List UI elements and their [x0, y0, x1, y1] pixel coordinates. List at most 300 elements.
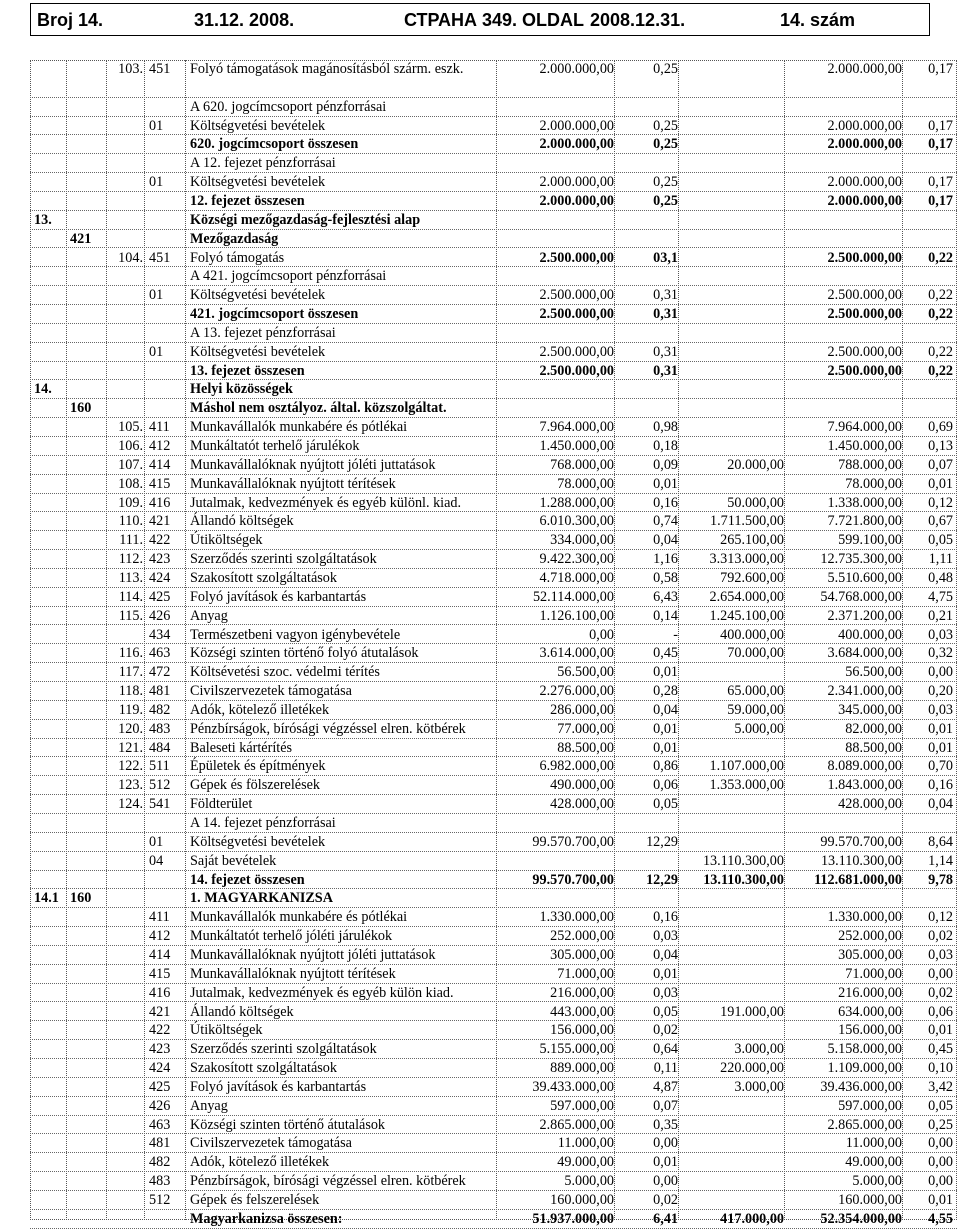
row-description: A 620. jogcímcsoport pénzforrásai: [190, 98, 387, 115]
table-row: [30, 286, 957, 305]
row-description: Munkavállalóknak nyújtott jóléti juttatások: [190, 946, 436, 963]
row-percent-total: 0,06: [928, 1003, 953, 1020]
row-percent-total: 0,05: [928, 532, 953, 549]
row-economic-code: 411: [149, 909, 170, 926]
row-description: Civilszervezetek támogatása: [190, 1135, 352, 1152]
row-percent-budget: 0,25: [653, 174, 678, 191]
row-percent-total: 0,03: [928, 626, 953, 643]
row-amount-total: 7.964.000,00: [827, 419, 902, 436]
row-percent-budget: 0,03: [653, 984, 678, 1001]
row-economic-code: 412: [149, 928, 171, 945]
table-row: [30, 1153, 957, 1172]
row-percent-budget: 0,05: [653, 796, 678, 813]
row-description: Munkavállalók munkabére és pótlékai: [190, 909, 408, 926]
row-amount-total: 1.450.000,00: [827, 438, 902, 454]
row-description: Költségvetési bevételek: [190, 287, 326, 304]
row-amount-total: 400.000,00: [838, 626, 902, 643]
table-row: [30, 1134, 957, 1153]
row-amount-total: 5.510.600,00: [827, 569, 902, 586]
table-row: [30, 889, 957, 908]
table-row: [30, 908, 957, 927]
table-row: [30, 135, 957, 154]
row-amount-budget: 99.570.700,00: [532, 833, 614, 850]
row-economic-code: 434: [149, 626, 171, 643]
row-amount-budget: 216.000,00: [550, 984, 614, 1001]
row-amount-own: 65.000,00: [727, 683, 784, 700]
row-position-number: 120.: [118, 720, 143, 737]
row-amount-total: 2.500.000,00: [827, 306, 902, 323]
row-description: Civilszervezetek támogatása: [190, 683, 352, 700]
table-row: [30, 965, 957, 984]
row-percent-budget: 0,45: [653, 645, 678, 662]
row-percent-budget: 0,25: [653, 61, 678, 77]
row-percent-total: 1,11: [928, 551, 953, 568]
row-economic-code: 512: [149, 1192, 171, 1208]
row-amount-own: 400.000,00: [720, 626, 784, 643]
row-percent-budget: 03,1: [653, 249, 678, 266]
row-economic-code: 415: [149, 965, 171, 982]
row-percent-total: 0,02: [928, 984, 953, 1001]
row-percent-budget: 0,01: [653, 475, 678, 492]
row-percent-total: 0,16: [928, 777, 953, 794]
row-percent-total: 0,03: [928, 701, 953, 718]
table-row: [30, 776, 957, 795]
table-row: [30, 192, 957, 211]
table-row: [30, 1059, 957, 1078]
row-percent-budget: 0,25: [653, 136, 678, 153]
table-row: [30, 984, 957, 1003]
row-economic-code: 511: [149, 758, 170, 775]
row-percent-total: 0,01: [928, 1192, 953, 1208]
row-economic-code: 483: [149, 1173, 171, 1190]
table-row: [30, 946, 957, 965]
row-amount-total: 2.500.000,00: [827, 249, 902, 266]
row-economic-code: 04: [149, 852, 164, 869]
table-row: [30, 852, 957, 871]
row-economic-code: 421: [149, 513, 171, 530]
table-row: [30, 1210, 957, 1229]
row-percent-budget: 0,01: [653, 739, 678, 756]
row-position-number: 115.: [118, 607, 143, 624]
row-percent-total: 0,01: [928, 720, 953, 737]
row-percent-budget: 4,87: [653, 1078, 678, 1095]
row-economic-code: 01: [149, 287, 164, 304]
table-row: [30, 494, 957, 513]
table-row: [30, 512, 957, 531]
row-amount-total: 2.500.000,00: [827, 362, 902, 379]
row-position-number: 122.: [118, 758, 143, 775]
row-economic-code: 416: [149, 494, 171, 511]
table-row: [30, 701, 957, 720]
table-row: [30, 1040, 957, 1059]
row-percent-total: 0,04: [928, 796, 953, 813]
row-amount-total: 112.681.000,00: [814, 871, 902, 888]
row-amount-total: 11.000,00: [845, 1135, 902, 1152]
row-percent-budget: 0,31: [653, 287, 678, 304]
row-percent-budget: 0,16: [653, 909, 678, 926]
row-function-code: 421: [70, 230, 92, 247]
row-description: Útiköltségek: [190, 532, 263, 549]
row-amount-budget: 56.500,00: [557, 664, 614, 681]
row-amount-budget: 334.000,00: [550, 532, 614, 549]
table-row: [30, 117, 957, 136]
row-percent-total: 0,01: [928, 739, 953, 756]
row-economic-code: 01: [149, 174, 164, 191]
row-position-number: 110.: [118, 513, 143, 530]
row-amount-budget: 490.000,00: [550, 777, 614, 794]
row-amount-budget: 1.126.100,00: [539, 607, 614, 624]
row-description: Munkavállalóknak nyújtott jóléti juttatások: [190, 456, 436, 473]
row-economic-code: 451: [149, 249, 171, 266]
table-row: [30, 475, 957, 494]
row-amount-budget: 88.500,00: [557, 739, 614, 756]
row-position-number: 119.: [118, 701, 143, 718]
row-economic-code: 415: [149, 475, 171, 492]
row-amount-total: 428.000,00: [838, 796, 902, 813]
row-amount-own: 50.000,00: [727, 494, 784, 511]
row-percent-total: 0,22: [928, 362, 953, 379]
row-position-number: 113.: [118, 569, 143, 586]
row-percent-total: 0,00: [928, 1135, 953, 1152]
row-percent-total: 8,64: [928, 833, 953, 850]
row-amount-budget: 52.114.000,00: [532, 588, 614, 605]
row-percent-budget: 0,05: [653, 1003, 678, 1020]
row-percent-budget: 0,04: [653, 946, 678, 963]
row-economic-code: 426: [149, 1097, 171, 1114]
row-description: Helyi közösségek: [190, 381, 293, 398]
row-percent-budget: 0,58: [653, 569, 678, 586]
row-percent-budget: 0,00: [653, 1135, 678, 1152]
row-amount-total: 156.000,00: [838, 1022, 902, 1039]
row-description: 620. jogcímcsoport összesen: [190, 136, 359, 153]
row-amount-total: 1.843.000,00: [827, 777, 902, 794]
row-percent-total: 0,01: [928, 475, 953, 492]
row-percent-budget: -: [673, 626, 678, 643]
table-row: [30, 814, 957, 833]
table-row: [30, 211, 957, 230]
header-page: СТРАНА 349. OLDAL: [404, 10, 584, 30]
row-percent-budget: 0,02: [653, 1192, 678, 1208]
row-percent-budget: 0,28: [653, 683, 678, 700]
row-amount-budget: 443.000,00: [550, 1003, 614, 1020]
row-amount-total: 2.500.000,00: [827, 287, 902, 304]
row-amount-budget: 6.982.000,00: [539, 758, 614, 775]
row-percent-total: 0,00: [928, 1173, 953, 1190]
row-economic-code: 472: [149, 664, 171, 681]
row-economic-code: 421: [149, 1003, 171, 1020]
table-row: [30, 456, 957, 475]
table-row: [30, 437, 957, 456]
row-amount-budget: 2.500.000,00: [539, 249, 614, 266]
row-percent-budget: 0,00: [653, 1173, 678, 1190]
row-position-number: 104.: [118, 249, 143, 266]
table-row: [30, 569, 957, 588]
row-percent-total: 0,32: [928, 645, 953, 662]
row-percent-total: 4,75: [928, 588, 953, 605]
row-percent-budget: 0,98: [653, 419, 678, 436]
row-amount-budget: 49.000,00: [557, 1154, 614, 1171]
row-description: Saját bevételek: [190, 852, 277, 869]
row-percent-total: 0,13: [928, 438, 953, 454]
row-amount-total: 13.110.300,00: [820, 852, 902, 869]
table-row: [30, 663, 957, 682]
table-row: [30, 1003, 957, 1022]
row-percent-budget: 0,25: [653, 192, 678, 209]
row-description: 421. jogcímcsoport összesen: [190, 306, 359, 323]
row-amount-budget: 160.000,00: [550, 1192, 614, 1208]
row-percent-total: 0,12: [928, 909, 953, 926]
row-amount-budget: 4.718.000,00: [539, 569, 614, 586]
row-description: Magyarkanizsa összesen:: [190, 1210, 343, 1227]
row-amount-own: 417.000,00: [720, 1210, 784, 1227]
row-amount-budget: 2.500.000,00: [539, 287, 614, 304]
row-percent-total: 0,22: [928, 343, 953, 360]
row-percent-total: 0,10: [928, 1060, 953, 1077]
row-percent-total: 0,01: [928, 1022, 953, 1039]
row-amount-total: 2.000.000,00: [827, 174, 902, 191]
row-percent-budget: 1,16: [653, 551, 678, 568]
row-description: Állandó költségek: [190, 513, 294, 530]
row-percent-budget: 0,01: [653, 720, 678, 737]
row-description: Szerződés szerinti szolgáltatások: [190, 1041, 377, 1058]
row-position-number: 105.: [118, 419, 143, 436]
row-amount-total: 1.330.000,00: [827, 909, 902, 926]
row-economic-code: 483: [149, 720, 171, 737]
row-description: Költségvetési bevételek: [190, 117, 326, 134]
row-economic-code: 463: [149, 1116, 171, 1133]
row-description: Mezőgazdaság: [190, 230, 279, 247]
row-percent-budget: 6,41: [653, 1210, 678, 1227]
row-economic-code: 414: [149, 456, 171, 473]
row-percent-budget: 0,01: [653, 1154, 678, 1171]
row-amount-budget: 2.500.000,00: [539, 362, 614, 379]
row-economic-code: 426: [149, 607, 171, 624]
row-amount-own: 59.000,00: [727, 701, 784, 718]
row-amount-budget: 597.000,00: [550, 1097, 614, 1114]
row-description: 1. MAGYARKANIZSA: [190, 890, 333, 907]
row-amount-own: 70.000,00: [727, 645, 784, 662]
row-amount-budget: 39.433.000,00: [532, 1078, 614, 1095]
row-amount-budget: 889.000,00: [550, 1060, 614, 1077]
table-row: [30, 267, 957, 286]
row-description: Munkáltatót terhelő járulékok: [190, 438, 360, 454]
table-row: [30, 644, 957, 663]
row-percent-budget: 0,74: [653, 513, 678, 530]
row-description: Gépek és fölszerelések: [190, 777, 320, 794]
row-amount-budget: 6.010.300,00: [539, 513, 614, 530]
row-percent-total: 0,21: [928, 607, 953, 624]
row-description: Szakosított szolgáltatások: [190, 1060, 337, 1077]
row-economic-code: 422: [149, 532, 171, 549]
row-amount-own: 1.711.500,00: [710, 513, 784, 530]
row-amount-total: 345.000,00: [838, 701, 902, 718]
row-percent-budget: 0,16: [653, 494, 678, 511]
row-amount-budget: 1.330.000,00: [539, 909, 614, 926]
row-amount-total: 2.865.000,00: [827, 1116, 902, 1133]
row-amount-total: 216.000,00: [838, 984, 902, 1001]
row-percent-total: 3,42: [928, 1078, 953, 1095]
row-amount-budget: 51.937.000,00: [532, 1210, 614, 1227]
row-percent-budget: 0,86: [653, 758, 678, 775]
row-description: Községi szinten történő folyó átutalások: [190, 645, 419, 662]
row-description: Máshol nem osztályoz. által. közszolgáltat.: [190, 400, 447, 417]
row-percent-total: 0,07: [928, 456, 953, 473]
row-description: A 12. fejezet pénzforrásai: [190, 155, 336, 172]
row-percent-budget: 0,25: [653, 117, 678, 134]
row-economic-code: 414: [149, 946, 171, 963]
table-row: [30, 154, 957, 173]
row-description: Folyó támogatás: [190, 249, 285, 266]
row-amount-total: 1.109.000,00: [827, 1060, 902, 1077]
table-row: [30, 173, 957, 192]
row-amount-own: 3.000,00: [734, 1041, 784, 1058]
table-row: [30, 626, 957, 645]
table-row: [30, 380, 957, 399]
row-description: Szakosított szolgáltatások: [190, 569, 337, 586]
row-amount-total: 2.000.000,00: [827, 117, 902, 134]
row-description: Anyag: [190, 607, 228, 624]
row-economic-code: 463: [149, 645, 171, 662]
row-amount-own: 5.000,00: [734, 720, 784, 737]
row-amount-total: 5.158.000,00: [827, 1041, 902, 1058]
row-amount-budget: 156.000,00: [550, 1022, 614, 1039]
table-row: [30, 795, 957, 814]
row-amount-own: 3.313.000,00: [709, 551, 784, 568]
header-issue-hu: 14. szám: [780, 10, 856, 30]
row-percent-budget: 12,29: [646, 871, 678, 888]
row-amount-own: 2.654.000,00: [709, 588, 784, 605]
table-row: [30, 531, 957, 550]
row-description: Költsévetési szoc. védelmi térítés: [190, 664, 380, 681]
table-row: [30, 1116, 957, 1135]
row-percent-total: 0,67: [928, 513, 953, 530]
row-percent-total: 0,02: [928, 928, 953, 945]
row-amount-total: 2.500.000,00: [827, 343, 902, 360]
row-percent-total: 0,48: [928, 569, 953, 586]
row-description: Adók, kötelező illetékek: [190, 701, 330, 718]
row-percent-total: 0,70: [928, 758, 953, 775]
row-description: Munkavállalóknak nyújtott térítések: [190, 965, 396, 982]
row-percent-budget: 0,02: [653, 1022, 678, 1039]
row-function-code: 160: [70, 890, 92, 907]
row-section-number: 14.: [34, 381, 52, 398]
row-percent-total: 0,45: [928, 1041, 953, 1058]
row-position-number: 116.: [118, 645, 143, 662]
row-amount-own: 792.600,00: [720, 569, 784, 586]
row-percent-total: 0,20: [928, 683, 953, 700]
row-amount-budget: 428.000,00: [550, 796, 614, 813]
row-amount-budget: 71.000,00: [557, 965, 614, 982]
row-economic-code: 481: [149, 683, 171, 700]
row-percent-total: 0,00: [928, 664, 953, 681]
row-amount-budget: 286.000,00: [550, 701, 614, 718]
row-percent-budget: 0,07: [653, 1097, 678, 1114]
row-percent-budget: 0,31: [653, 306, 678, 323]
row-percent-total: 9,78: [928, 871, 953, 888]
row-description: Munkavállalóknak nyújtott térítések: [190, 475, 396, 492]
row-percent-budget: 0,09: [653, 456, 678, 473]
row-economic-code: 423: [149, 1041, 171, 1058]
row-economic-code: 482: [149, 1154, 171, 1171]
row-amount-own: 20.000,00: [727, 456, 784, 473]
row-percent-total: 0,17: [928, 192, 953, 209]
row-percent-budget: 0,06: [653, 777, 678, 794]
row-amount-budget: 5.000,00: [564, 1173, 614, 1190]
row-amount-own: 3.000,00: [734, 1078, 784, 1095]
row-percent-total: 0,69: [928, 419, 953, 436]
table-row: [30, 399, 957, 418]
row-amount-total: 82.000,00: [845, 720, 902, 737]
table-row: [30, 927, 957, 946]
row-amount-total: 597.000,00: [838, 1097, 902, 1114]
table-row: [30, 871, 957, 890]
table-row: [30, 60, 957, 98]
table-row: [30, 1172, 957, 1191]
row-description: Munkavállalók munkabére és pótlékai: [190, 419, 408, 436]
row-amount-budget: 2.000.000,00: [539, 192, 614, 209]
row-description: A 13. fejezet pénzforrásai: [190, 324, 336, 341]
row-percent-budget: 12,29: [646, 833, 678, 850]
row-percent-budget: 0,18: [653, 438, 678, 454]
table-row: [30, 720, 957, 739]
row-description: Gépek és felszerelések: [190, 1192, 320, 1208]
table-row: [30, 249, 957, 268]
row-amount-total: 52.354.000,00: [820, 1210, 902, 1227]
row-economic-code: 541: [149, 796, 171, 813]
row-amount-budget: 2.000.000,00: [539, 117, 614, 134]
row-percent-budget: 0,31: [653, 343, 678, 360]
row-description: Szerződés szerinti szolgáltatások: [190, 551, 377, 568]
table-row: [30, 1097, 957, 1116]
row-economic-code: 425: [149, 588, 171, 605]
row-amount-budget: 2.000.000,00: [539, 61, 614, 77]
row-percent-budget: 0,35: [653, 1116, 678, 1133]
row-amount-budget: 77.000,00: [557, 720, 614, 737]
row-position-number: 124.: [118, 796, 143, 813]
row-economic-code: 422: [149, 1022, 171, 1039]
row-percent-total: 0,22: [928, 287, 953, 304]
row-economic-code: 451: [149, 61, 171, 77]
row-description: Adók, kötelező illetékek: [190, 1154, 330, 1171]
row-description: Pénzbírságok, bírósági végzéssel elren. kötbérek: [190, 1173, 466, 1190]
row-economic-code: 482: [149, 701, 171, 718]
row-position-number: 114.: [118, 588, 143, 605]
row-economic-code: 424: [149, 569, 171, 586]
row-amount-budget: 305.000,00: [550, 946, 614, 963]
row-percent-total: 0,17: [928, 136, 953, 153]
row-amount-total: 160.000,00: [838, 1192, 902, 1208]
row-amount-total: 305.000,00: [838, 946, 902, 963]
row-amount-budget: 7.964.000,00: [539, 419, 614, 436]
row-position-number: 109.: [118, 494, 143, 511]
row-amount-total: 252.000,00: [838, 928, 902, 945]
row-amount-budget: 2.500.000,00: [539, 343, 614, 360]
page-header: [30, 3, 930, 36]
row-percent-budget: 0,04: [653, 532, 678, 549]
row-percent-total: 0,17: [928, 61, 953, 77]
row-amount-total: 49.000,00: [845, 1154, 902, 1171]
row-amount-budget: 78.000,00: [557, 475, 614, 492]
table-row: [30, 362, 957, 381]
row-amount-total: 2.000.000,00: [827, 61, 902, 77]
row-amount-total: 12.735.300,00: [820, 551, 902, 568]
row-position-number: 118.: [118, 683, 143, 700]
row-amount-budget: 2.000.000,00: [539, 136, 614, 153]
row-percent-total: 1,14: [928, 852, 953, 869]
table-row: [30, 833, 957, 852]
row-description: Folyó javítások és karbantartás: [190, 588, 367, 605]
row-amount-total: 88.500,00: [845, 739, 902, 756]
